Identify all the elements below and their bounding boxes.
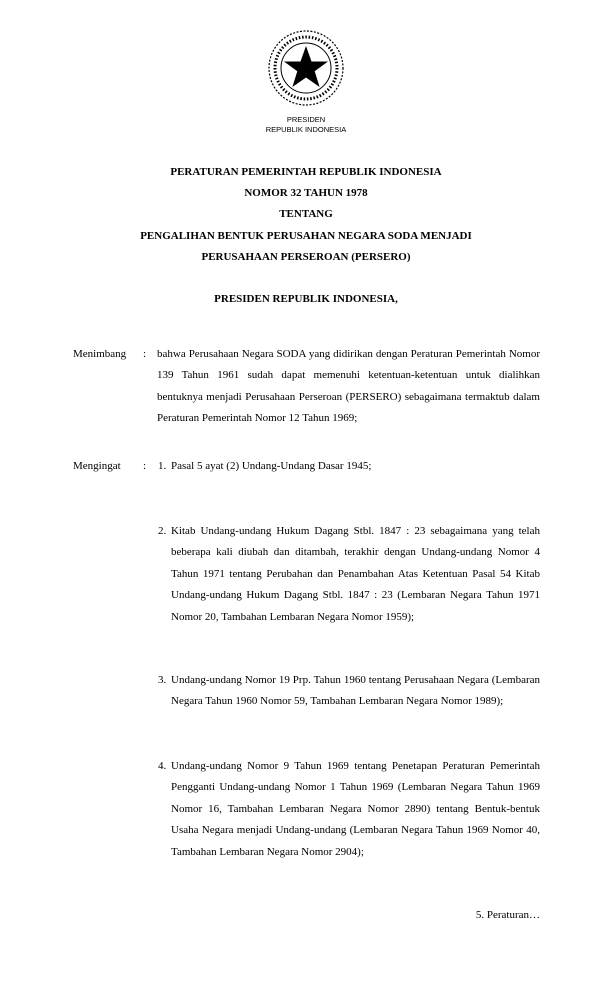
item-number: 3. xyxy=(158,674,167,686)
emblem-caption-presiden: PRESIDEN xyxy=(286,115,326,124)
menimbang-colon: : xyxy=(143,348,147,360)
item-text: Kitab Undang-undang Hukum Dagang Stbl. 1847 : 23 sebagaimana yang telah beberapa kali diubah dan ditambah, terakhir dengan Undang-undang Nomor 4 Tahun 1971 tentang Perubahan dan Penambahan Atas Ketentuan Pasal 54 Kitab Undang-undang Hukum Dagang Stbl. 1847 : 23 (Lembaran Negara Tahun 1971 Nomor 20, Tambahan Lembaran Negara Nomor 1959); xyxy=(171,525,540,623)
garuda-star-emblem xyxy=(266,28,346,108)
page-continuation: 5. Peraturan… xyxy=(475,909,540,921)
item-text: Pasal 5 ayat (2) Undang-Undang Dasar 1945; xyxy=(171,460,372,472)
title-line-5: PERUSAHAAN PERSEROAN (PERSERO) xyxy=(201,251,411,263)
enacting-authority: PRESIDEN REPUBLIK INDONESIA, xyxy=(214,293,398,305)
menimbang-text: bahwa Perusahaan Negara SODA yang didirikan dengan Peraturan Pemerintah Nomor 139 Tahun 1961 sudah dapat memenuhi ketentuan-ketentuan untuk dialihkan bentuknya menjadi Perusahaan Perseroan (PERSERO) sebagaimana termaktub dalam Peraturan Pemerintah Nomor 12 Tahun 1969; xyxy=(157,348,540,425)
title-line-2: NOMOR 32 TAHUN 1978 xyxy=(244,187,368,199)
mengingat-item-2 xyxy=(158,521,540,628)
mengingat-label: Mengingat xyxy=(73,460,121,472)
title-line-3: TENTANG xyxy=(279,208,333,220)
title-line-4: PENGALIHAN BENTUK PERUSAHAN NEGARA SODA MENJADI xyxy=(140,230,472,242)
title-line-1: PERATURAN PEMERINTAH REPUBLIK INDONESIA xyxy=(170,166,442,178)
mengingat-colon: : xyxy=(143,460,147,472)
item-text: Undang-undang Nomor 19 Prp. Tahun 1960 tentang Perusahaan Negara (Lembaran Negara Tahun 1960 Nomor 59, Tambahan Lembaran Negara Nomor 1989); xyxy=(171,674,540,708)
mengingat-item-4 xyxy=(158,756,540,863)
item-number: 4. xyxy=(158,760,167,772)
mengingat-item-1 xyxy=(158,456,540,477)
item-number: 1. xyxy=(158,460,167,472)
item-text: Undang-undang Nomor 9 Tahun 1969 tentang Penetapan Peraturan Pemerintah Pengganti Undang-undang Nomor 1 Tahun 1969 (Lembaran Negara Tahun 1969 Nomor 16, Tambahan Lembaran Negara Nomor 2890) tentang Bentuk-bentuk Usaha Negara menjadi Undang-undang (Lembaran Negara Tahun 1969 Nomor 40, Tambahan Lembaran Negara Nomor 2904); xyxy=(171,760,540,858)
menimbang-label: Menimbang xyxy=(73,348,127,360)
mengingat-item-3 xyxy=(158,670,540,713)
item-number: 2. xyxy=(158,525,167,537)
emblem-caption-republik: REPUBLIK INDONESIA xyxy=(265,125,347,134)
